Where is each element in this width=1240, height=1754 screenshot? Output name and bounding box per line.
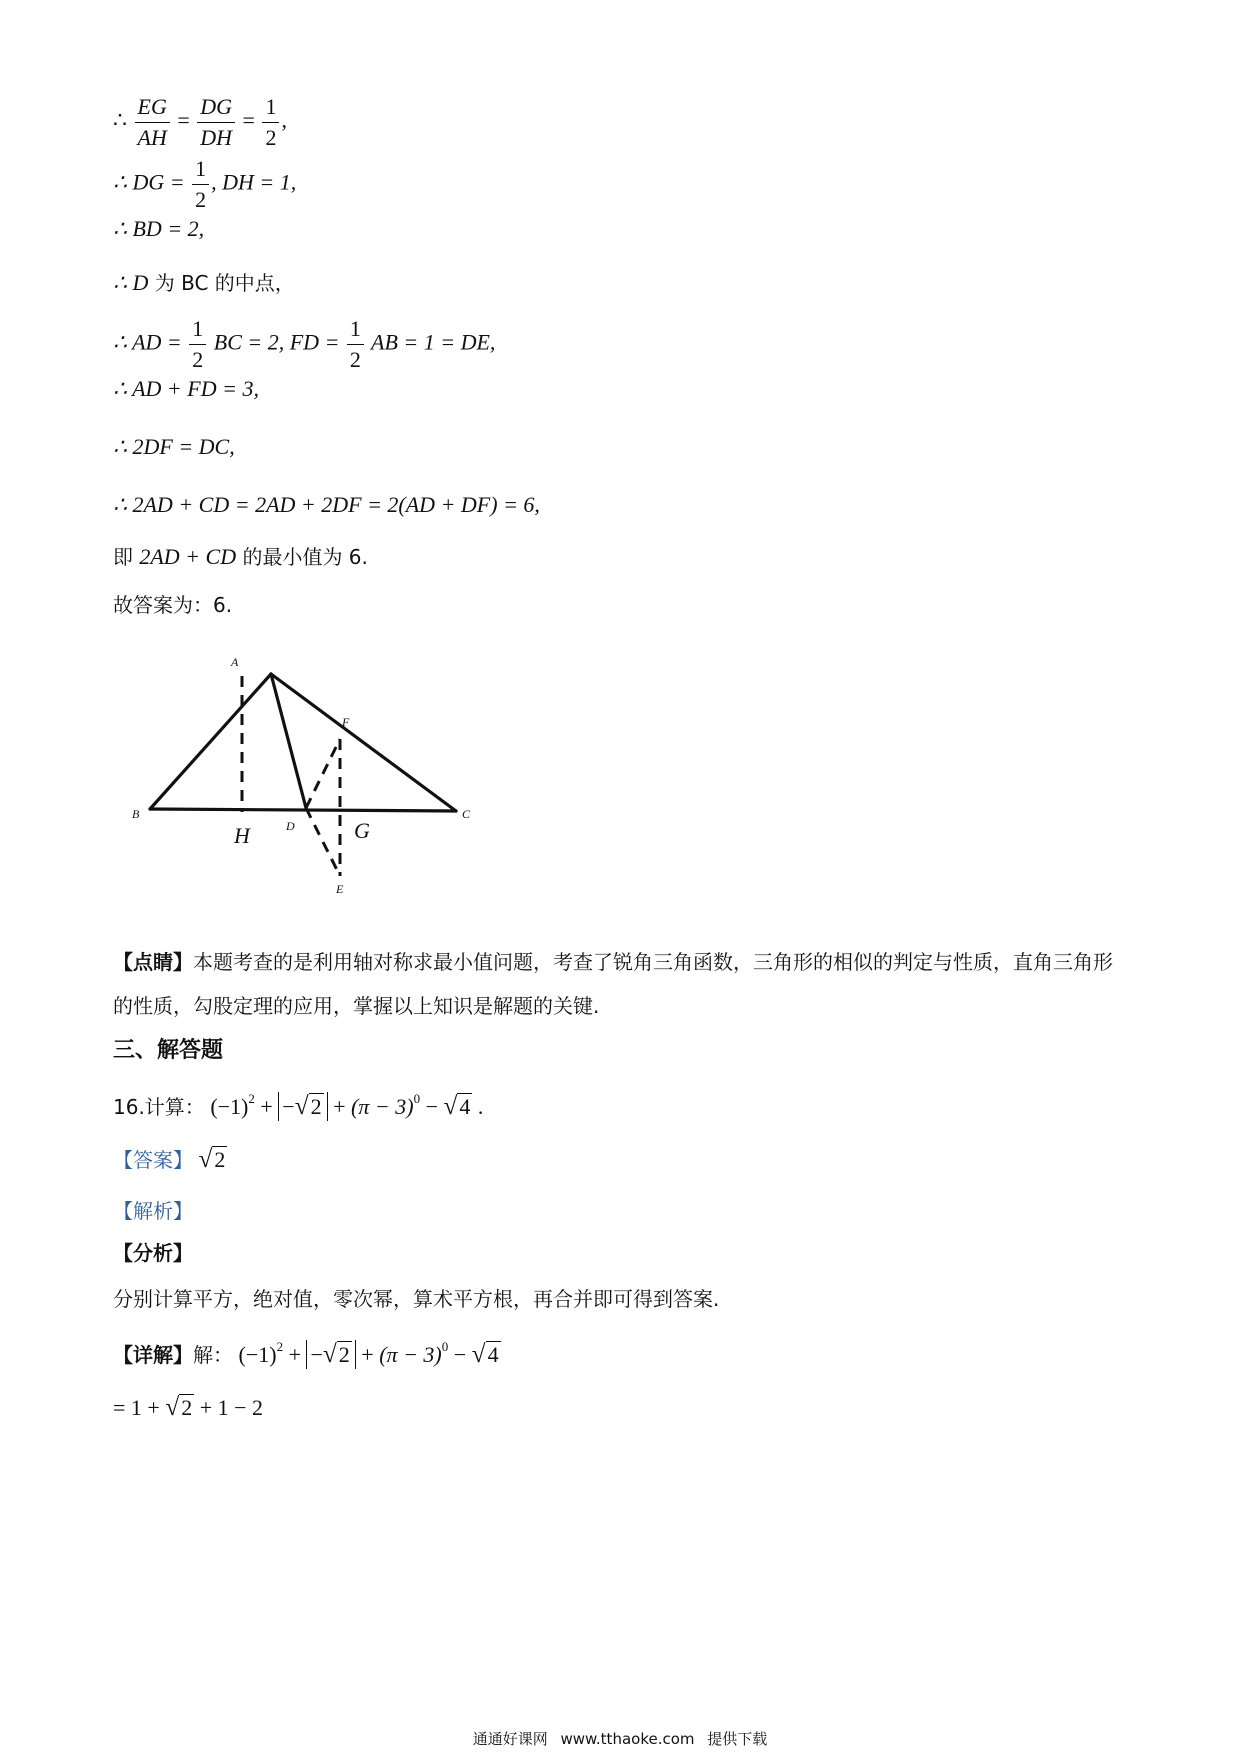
- answer-tag: 【答案】: [113, 1148, 193, 1172]
- sqrt-symbol: √2: [294, 1092, 322, 1120]
- fraction-dg-dh: $\frac{DG}{DH}$: [197, 92, 235, 153]
- label-a: A: [231, 655, 239, 669]
- fraction-one-half: $\frac{1}{2}$: [192, 154, 209, 215]
- eq-line-8: ∴ 2AD + CD = 2AD + 2DF = 2(AD + DF) = 6,: [113, 492, 540, 517]
- label-f: F: [342, 715, 350, 729]
- question-16: 16.计算： $(-1)^2 + -√2 + (\pi - 3)^0 - √4$ .: [113, 1091, 484, 1120]
- absolute-value: −√2: [278, 1092, 327, 1121]
- label-h: H: [234, 823, 250, 848]
- fenxi-text: 分别计算平方，绝对值，零次幂，算术平方根，再合并即可得到答案.: [113, 1287, 720, 1311]
- analysis-tag: 【解析】: [113, 1199, 193, 1223]
- eq-line-7: ∴ 2DF = DC,: [113, 434, 235, 459]
- label-b: B: [132, 807, 140, 821]
- eq-line-2: ∴ DG = $\frac{1}{2}$ , DH = 1,: [113, 154, 296, 215]
- eq-line-1: ∴ $\frac{EG}{AH}$ = $\frac{DG}{DH}$ = $\frac{1}{2}$ ,: [113, 92, 287, 153]
- footer-site: 通通好课网: [472, 1730, 548, 1748]
- review-tag: 【点睛】: [113, 950, 193, 974]
- footer-note: 提供下载: [707, 1730, 768, 1748]
- segment-ab: [150, 674, 271, 809]
- label-g: G: [354, 818, 370, 843]
- answer-row: [113, 1144, 227, 1175]
- sqrt-symbol: √2: [198, 1145, 226, 1173]
- therefore-symbol: ∴: [113, 107, 127, 133]
- sqrt-symbol: √4: [443, 1092, 471, 1120]
- fraction-one-half: $\frac{1}{2}$: [347, 314, 364, 375]
- segment-df-dashed: [306, 739, 340, 808]
- eq-line-3: ∴ BD = 2,: [113, 216, 205, 241]
- fraction-eg-ah: $\frac{EG}{AH}$: [135, 92, 170, 153]
- sqrt-symbol: √2: [322, 1340, 350, 1368]
- label-e: E: [336, 882, 344, 896]
- segment-ac: [271, 674, 456, 811]
- answer-line: 故答案为：6.: [113, 593, 233, 617]
- eq-line-6: ∴ AD + FD = 3,: [113, 376, 259, 401]
- fraction-one-half: $\frac{1}{2}$: [262, 92, 279, 153]
- sqrt-symbol: √2: [165, 1393, 193, 1421]
- eq-line-4: ∴ D 为 BC 的中点，: [113, 270, 295, 295]
- label-c: C: [462, 807, 471, 821]
- segment-de-dashed: [306, 808, 340, 876]
- review-paragraph: [113, 940, 1123, 1028]
- fenxi-tag: 【分析】: [113, 1241, 193, 1265]
- section-heading: 三、解答题: [113, 1038, 224, 1063]
- footer-url[interactable]: www.tthaoke.com: [560, 1730, 695, 1748]
- review-text: 本题考查的是利用轴对称求最小值问题，考查了锐角三角函数，三角形的相似的判定与性质，直角三角形的性质，勾股定理的应用，掌握以上知识是解题的关键.: [113, 950, 1113, 1018]
- detail-row: 【详解】解： $(-1)^2 + -√2 + (\pi - 3)^0 - √4$: [113, 1339, 499, 1368]
- eq-line-5: ∴ AD = $\frac{1}{2}$ BC = 2, FD = $\frac{1}{2}$ AB = 1 = DE,: [113, 314, 495, 375]
- result-line: = 1 + √2 + 1 − 2: [113, 1393, 264, 1421]
- segment-bc: [150, 809, 456, 811]
- sqrt-symbol: √4: [471, 1340, 499, 1368]
- fraction-one-half: $\frac{1}{2}$: [189, 314, 206, 375]
- eq-line-9: 即 2AD + CD 的最小值为 6.: [113, 544, 368, 569]
- absolute-value: −√2: [306, 1340, 355, 1369]
- geometry-figure: [130, 640, 550, 910]
- label-d: D: [286, 819, 295, 833]
- page-footer: [0, 1728, 1240, 1749]
